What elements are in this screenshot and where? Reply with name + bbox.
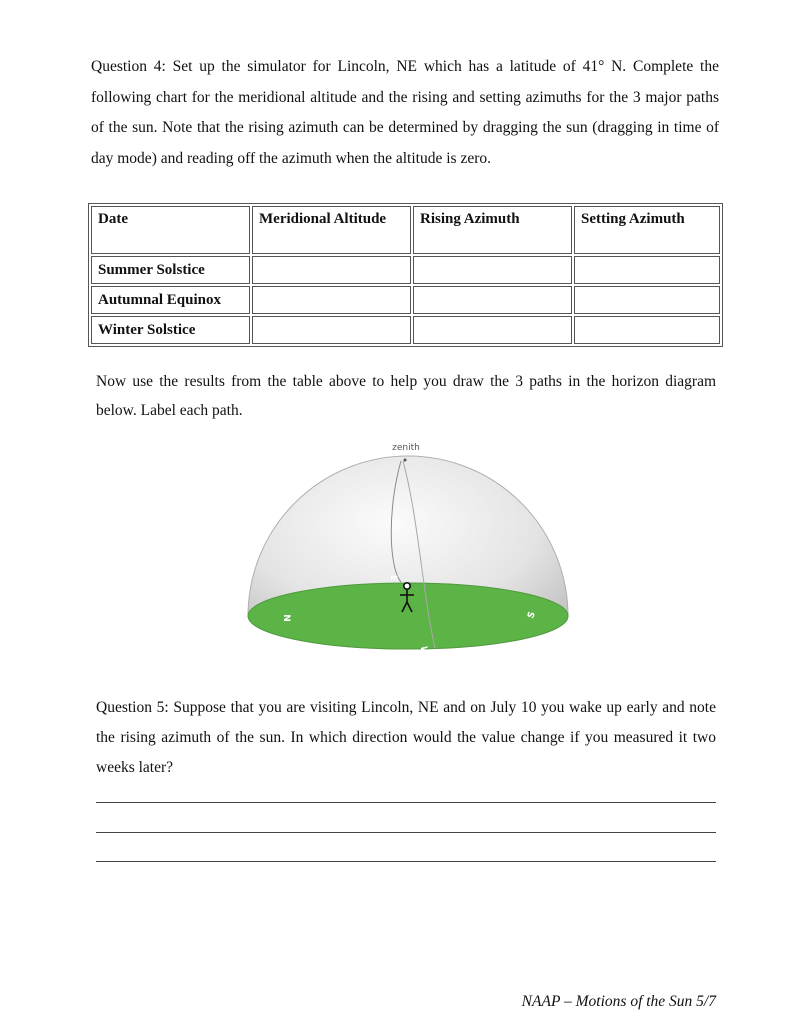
table-header-row [91,206,720,254]
meridional-altitude-cell[interactable] [252,256,411,284]
meridional-altitude-cell[interactable] [252,316,411,344]
setting-azimuth-cell[interactable] [574,256,720,284]
table-row [91,256,720,284]
rising-azimuth-cell[interactable] [413,256,572,284]
header-date: Date [91,206,250,254]
horizon-plane [248,583,568,649]
zenith-label: zenith [392,443,420,453]
south-label: S [526,610,538,621]
sun-paths-table [88,203,723,347]
answer-line[interactable] [96,861,716,862]
instruction-text: Now use the results from the table above to help you draw the 3 paths in the horizon diagram below. Label each path. [96,373,716,419]
header-rising-azimuth: Rising Azimuth [413,206,572,254]
west-label: W [418,646,428,656]
row-date: Summer Solstice [91,256,250,284]
setting-azimuth-cell[interactable] [574,316,720,344]
meridional-altitude-cell[interactable] [252,286,411,314]
rising-azimuth-cell[interactable] [413,286,572,314]
header-meridional-altitude: Meridional Altitude [252,206,411,254]
setting-azimuth-cell[interactable] [574,286,720,314]
north-label: N [281,614,291,622]
east-label: E [388,574,398,582]
row-date: Winter Solstice [91,316,250,344]
question-4-text: Question 4: Set up the simulator for Lincoln, NE which has a latitude of 41° N. Complete the following chart for the meridional altitude and the rising and setting azimuths for the 3 major paths of the sun. Note that the rising azimuth can be determined by dragging the sun (dragging in time of day mode) and reading off the azimuth when the altitude is zero. [91,58,719,167]
rising-azimuth-cell[interactable] [413,316,572,344]
table-row [91,316,720,344]
answer-line[interactable] [96,832,716,833]
row-date: Autumnal Equinox [91,286,250,314]
answer-line[interactable] [96,802,716,803]
header-setting-azimuth: Setting Azimuth [574,206,720,254]
question-5-text: Question 5: Suppose that you are visiting Lincoln, NE and on July 10 you wake up early and note the rising azimuth of the sun. In which direction would the value change if you measured it two weeks later? [96,699,716,776]
horizon-diagram [238,436,578,668]
table-row [91,286,720,314]
page-footer: NAAP – Motions of the Sun 5/7 [521,993,716,1010]
zenith-marker [404,459,407,462]
